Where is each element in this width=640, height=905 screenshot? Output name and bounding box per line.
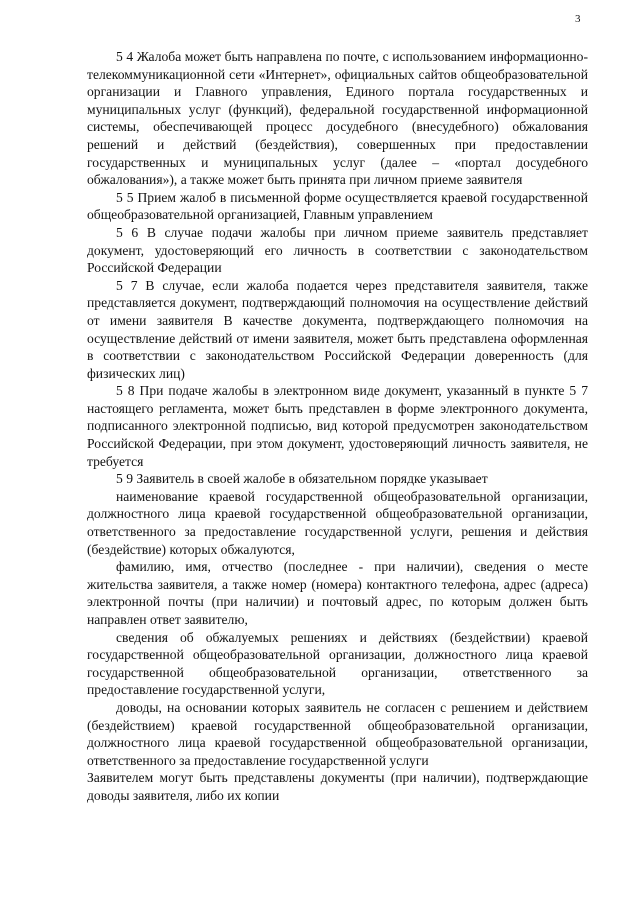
document-body bbox=[87, 48, 588, 805]
list-item-organization-name: наименование краевой государственной общеобразовательной организации, должностного лица краевой государственной общеобразовательной организации, ответственного за предоставление государственной услуги, решения и действия (бездействие) которых обжалуются, bbox=[87, 488, 588, 557]
paragraph-5-8: 5 8 При подаче жалобы в электронном виде документ, указанный в пункте 5 7 настоящего регламента, может быть представлен в форме электронного документа, подписанного электронной подписью, вид которой предусмотрен законодательством Российской Федерации, при этом документ, удостоверяющий личность заявителя, не требуется bbox=[87, 383, 588, 469]
page-number: 3 bbox=[575, 13, 581, 25]
list-item-arguments: доводы, на основании которых заявитель не согласен с решением и действием (бездействием) краевой государственной общеобразовательной организации, должностного лица краевой государственной общеобразовательной организации, ответственного за предоставление государственной услуги bbox=[87, 699, 588, 768]
list-item-applicant-details: фамилию, имя, отчество (последнее - при наличии), сведения о месте жительства заявителя, а также номер (номера) контактного телефона, адрес (адреса) электронной почты (при наличии) и почтовый адрес, по которым должен быть направлен ответ заявителю, bbox=[87, 559, 588, 627]
paragraph-supporting-documents: Заявителем могут быть представлены документы (при наличии), подтверждающие доводы заявителя, либо их копии bbox=[87, 770, 588, 803]
paragraph-5-9: 5 9 Заявитель в своей жалобе в обязательном порядке указывает bbox=[116, 471, 488, 487]
paragraph-5-7: 5 7 В случае, если жалоба подается через представителя заявителя, также представляется документ, подтверждающий полномочия на осуществление действий от имени заявителя В качестве документа, подтверждающего полномочия на осуществление действий от имени заявителя, может быть представлена оформленная в соответствии с законодательством Российской Федерации доверенность (для физических лиц) bbox=[87, 277, 588, 381]
paragraph-5-4: 5 4 Жалоба может быть направлена по почте, с использованием информационно-телекоммуникационной сети «Интернет», официальных сайтов общеобразовательной организации и Главного управления, Единого портала государственных и муниципальных услуг (функций), федеральной государственной информационной системы, обеспечивающей процесс досудебного (внесудебного) обжалования решений и действий (бездействия), совершенных при предоставлении государственных и муниципальных услуг (далее – «портал досудебного обжалования»), а также может быть принята при личном приеме заявителя bbox=[87, 49, 588, 188]
paragraph-5-5: 5 5 Прием жалоб в письменной форме осуществляется краевой государственной общеобразовательной организацией, Главным управлением bbox=[87, 189, 588, 223]
paragraph-5-6: 5 6 В случае подачи жалобы при личном приеме заявитель представляет документ, удостоверяющий его личность в соответствии с законодательством Российской Федерации bbox=[87, 224, 588, 276]
list-item-appealed-decisions: сведения об обжалуемых решениях и действиях (бездействии) краевой государственной общеобразовательной организации, должностного лица краевой государственной общеобразовательной организации, ответственного за предоставление государственной услуги, bbox=[87, 629, 588, 698]
